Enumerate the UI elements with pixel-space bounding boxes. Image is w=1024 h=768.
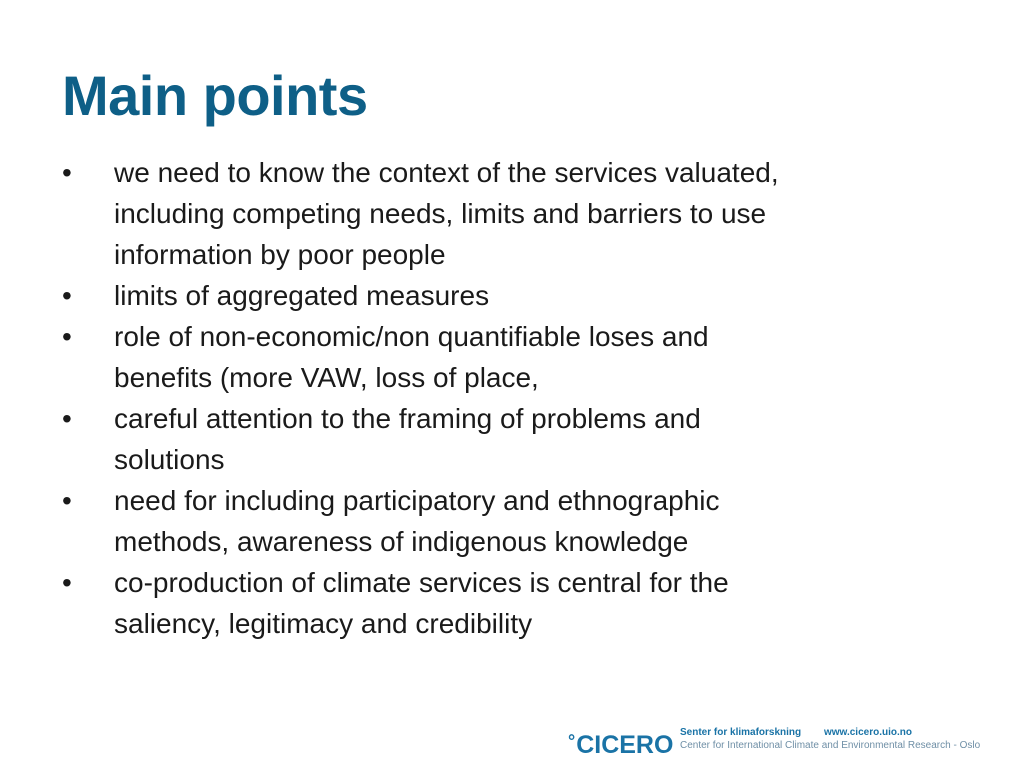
bullet-line: saliency, legitimacy and credibility	[114, 608, 533, 639]
bullet-item	[62, 480, 942, 562]
bullet-item	[62, 152, 942, 275]
bullet-marker: •	[62, 321, 72, 352]
bullet-line: careful attention to the framing of problems and	[114, 403, 701, 434]
slide-title: Main points	[62, 64, 368, 127]
footer	[568, 724, 1008, 758]
cicero-logo	[568, 726, 673, 760]
bullet-marker: •	[62, 157, 72, 188]
bullet-line: benefits (more VAW, loss of place,	[114, 362, 539, 393]
logo-degree-mark: °	[568, 731, 576, 751]
bullet-line: methods, awareness of indigenous knowledge	[114, 526, 689, 557]
bullet-line: limits of aggregated measures	[114, 280, 490, 311]
bullet-item	[62, 275, 942, 316]
website-url: www.cicero.uio.no	[824, 727, 912, 738]
bullet-line: solutions	[114, 444, 225, 475]
bullet-line: including competing needs, limits and barriers to use	[114, 198, 767, 229]
bullet-marker: •	[62, 485, 72, 516]
bullet-line: need for including participatory and ethnographic	[114, 485, 720, 516]
bullet-marker: •	[62, 280, 72, 311]
bullet-line: co-production of climate services is central for the	[114, 567, 729, 598]
bullet-item	[62, 562, 942, 644]
bullet-line: information by poor people	[114, 239, 446, 270]
bullet-line: we need to know the context of the services valuated,	[114, 157, 779, 188]
bullet-list	[62, 152, 942, 644]
logo-text: CICERO	[576, 731, 674, 759]
bullet-item	[62, 316, 942, 398]
bullet-line: role of non-economic/non quantifiable loses and	[114, 321, 709, 352]
tagline-norwegian: Senter for klimaforskning	[680, 727, 802, 738]
bullet-item	[62, 398, 942, 480]
tagline-english: Center for International Climate and Environmental Research - Oslo	[680, 740, 981, 751]
bullet-marker: •	[62, 567, 72, 598]
bullet-marker: •	[62, 403, 72, 434]
